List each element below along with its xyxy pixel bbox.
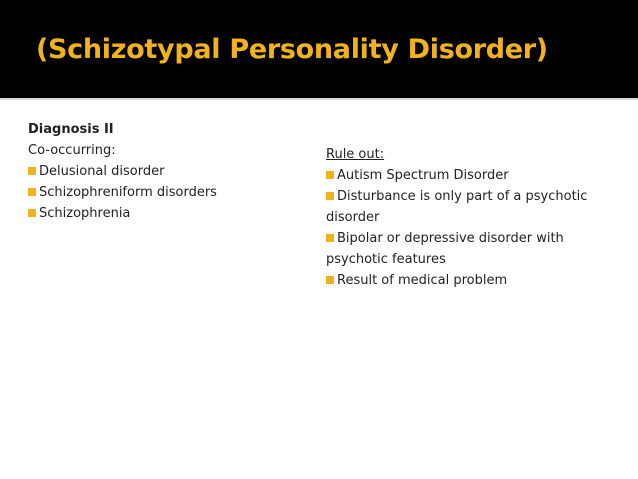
list-item	[326, 186, 616, 228]
list-item-text: Bipolar or depressive disorder with psychotic features	[326, 231, 564, 267]
square-bullet-icon	[326, 234, 334, 242]
list-item	[28, 203, 308, 224]
list-item-text: Schizophreniform disorders	[39, 185, 217, 200]
list-item	[326, 270, 616, 291]
slide-title: (Schizotypal Personality Disorder)	[36, 34, 548, 65]
square-bullet-icon	[326, 171, 334, 179]
list-item	[326, 228, 616, 270]
rule-out-heading: Rule out:	[326, 147, 385, 162]
list-item	[28, 161, 308, 182]
left-column	[28, 119, 308, 224]
list-item-text: Schizophrenia	[39, 206, 131, 221]
list-item-text: Disturbance is only part of a psychotic disorder	[326, 189, 588, 225]
list-item-text: Result of medical problem	[337, 273, 508, 288]
diagnosis-heading: Diagnosis II	[28, 122, 114, 137]
title-bar	[0, 0, 638, 100]
co-occurring-label: Co-occurring:	[28, 143, 116, 158]
list-item	[326, 165, 616, 186]
square-bullet-icon	[326, 192, 334, 200]
square-bullet-icon	[326, 276, 334, 284]
square-bullet-icon	[28, 188, 36, 196]
list-item	[28, 182, 308, 203]
list-item-text: Autism Spectrum Disorder	[337, 168, 509, 183]
list-item-text: Delusional disorder	[39, 164, 165, 179]
square-bullet-icon	[28, 209, 36, 217]
right-column	[326, 144, 616, 291]
square-bullet-icon	[28, 167, 36, 175]
